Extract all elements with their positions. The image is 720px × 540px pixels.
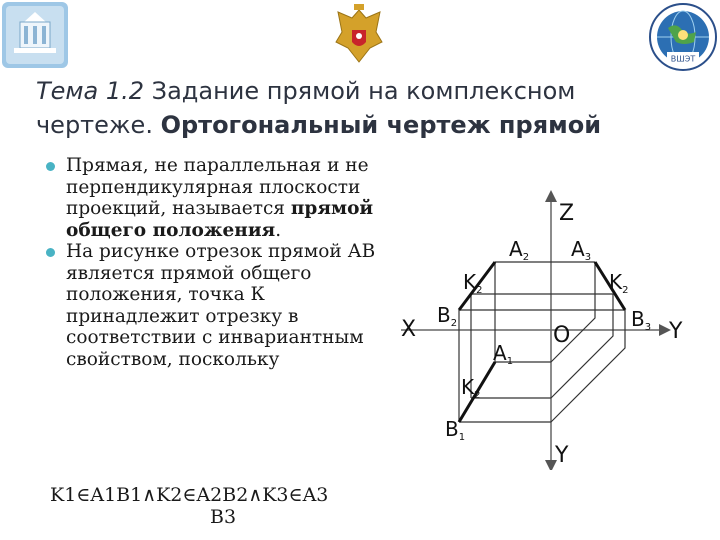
topic-number: Тема 1.2 — [36, 77, 145, 105]
label-k3: $K_2$ — [609, 270, 629, 296]
bullet1-bold: прямой общего положения — [66, 198, 374, 241]
membership-formula: K1∈A1B1∧K2∈A2B2∧K3∈A3 — [50, 484, 329, 506]
university-building-icon — [2, 2, 68, 68]
label-a2: $A_2$ — [509, 237, 530, 263]
bullet-item-example — [46, 241, 391, 370]
label-origin: O — [553, 323, 571, 348]
bullet-item-definition — [46, 155, 391, 241]
label-b1: $B_1$ — [445, 417, 466, 443]
coat-of-arms-icon — [330, 2, 388, 68]
title-line-1 — [36, 74, 676, 108]
slide-title — [36, 74, 676, 142]
bullet-dot-icon — [46, 162, 55, 171]
label-k2: $K_2$ — [463, 270, 483, 296]
bullet-list — [46, 155, 391, 370]
label-a1: $A_1$ — [493, 341, 514, 367]
bullet2-text: На рисунке отрезок прямой АВ является прямой общего положения, точка К принадлежит отрезку в соответствии с инвариантным свойством, поскольку — [66, 241, 376, 370]
title-line2-bold: Ортогональный чертеж прямой — [160, 111, 602, 139]
membership-formula-cont: B3 — [210, 506, 237, 528]
label-y-right: Y — [669, 319, 683, 344]
label-k1: $K_2$ — [461, 375, 481, 401]
title-line-2 — [36, 108, 676, 142]
label-y-bottom: Y — [555, 443, 569, 468]
globe-emblem-text: ВШЭТ — [670, 54, 696, 64]
title-line1-rest: Задание прямой на комплексном — [144, 77, 576, 105]
label-a3: $A_3$ — [571, 237, 592, 263]
bullet-dot-icon — [46, 248, 55, 257]
title-line2-plain: чертеже. — [36, 111, 161, 139]
orthographic-drawing — [395, 190, 705, 470]
label-b3: $B_3$ — [631, 307, 652, 333]
label-z: Z — [559, 201, 575, 226]
label-b2: $B_2$ — [437, 303, 458, 329]
bullet1-text: Прямая, не параллельная и не перпендикулярная плоскости проекций, называется — [66, 155, 369, 219]
label-x: X — [401, 317, 417, 342]
globe-emblem-caption — [667, 52, 699, 64]
bullet1-end: . — [275, 219, 282, 241]
